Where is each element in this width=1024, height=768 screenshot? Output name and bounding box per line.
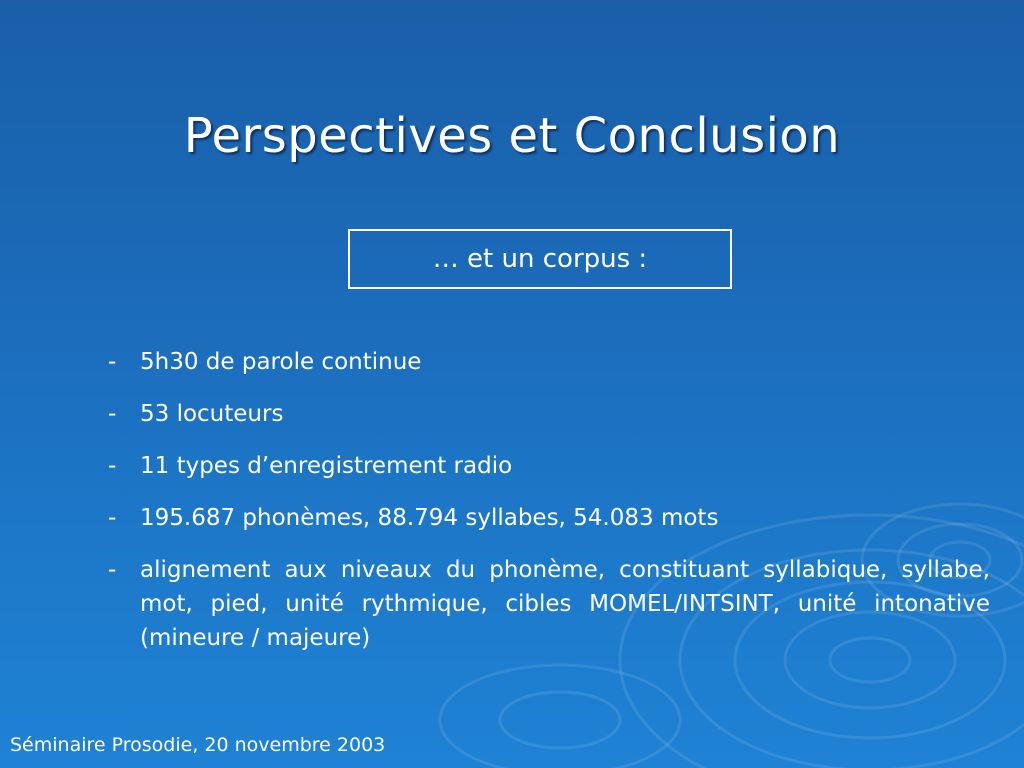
- slide-title: Perspectives et Conclusion: [183, 108, 841, 164]
- list-item: [104, 397, 990, 431]
- list-item-text: alignement aux niveaux du phonème, constituant syllabique, syllabe, mot, pied, unité rythmique, cibles MOMEL/INTSINT, unité intonative (mineure / majeure): [140, 557, 990, 651]
- corpus-heading-box: [348, 229, 732, 289]
- list-item-text: 195.687 phonèmes, 88.794 syllabes, 54.083 mots: [140, 505, 719, 531]
- list-item: [104, 553, 990, 655]
- corpus-bullet-list: [104, 345, 990, 673]
- slide-footer: Séminaire Prosodie, 20 novembre 2003: [10, 734, 386, 756]
- bullet-dash: -: [108, 505, 117, 531]
- list-item-text: 5h30 de parole continue: [140, 349, 422, 375]
- list-item: [104, 501, 990, 535]
- bullet-dash: -: [108, 401, 117, 427]
- list-item: [104, 345, 990, 379]
- bullet-dash: -: [108, 557, 117, 583]
- corpus-heading-text: … et un corpus :: [432, 244, 648, 274]
- list-item-text: 53 locuteurs: [140, 401, 284, 427]
- list-item: [104, 449, 990, 483]
- bullet-dash: -: [108, 349, 117, 375]
- bullet-dash: -: [108, 453, 117, 479]
- list-item-text: 11 types d’enregistrement radio: [140, 453, 513, 479]
